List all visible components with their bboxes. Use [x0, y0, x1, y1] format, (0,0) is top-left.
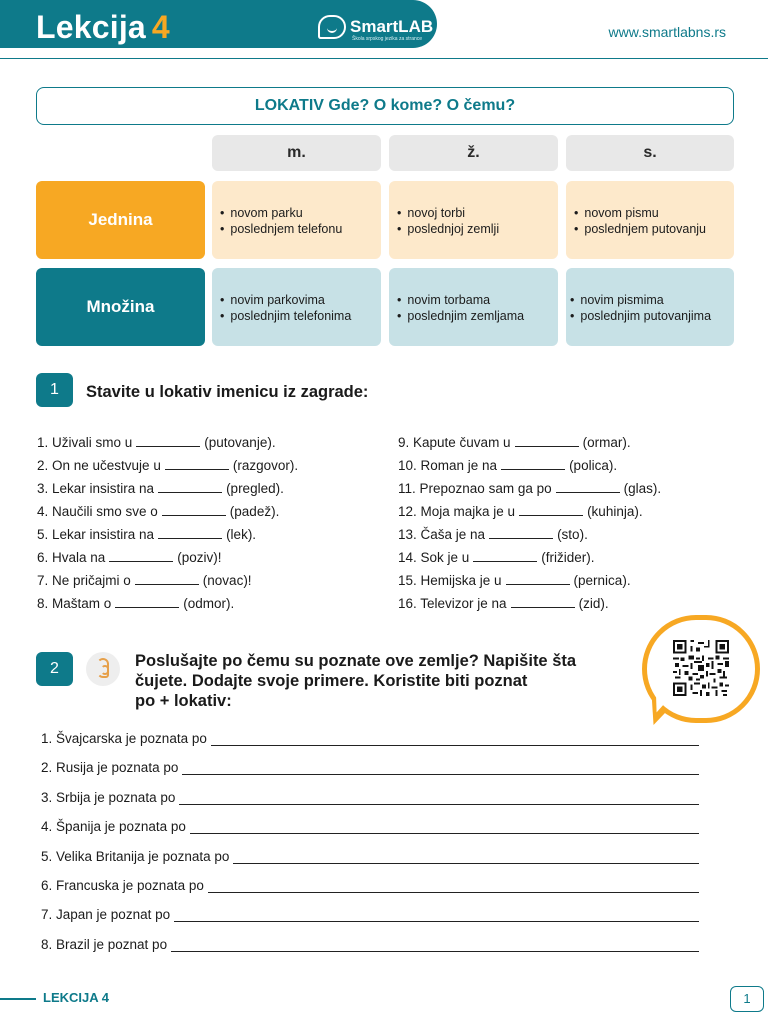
answer-line[interactable] [233, 854, 699, 864]
list-item: • poslednjoj zemlji [397, 221, 558, 237]
answer-line[interactable] [182, 765, 699, 775]
exercise-2-title [135, 651, 576, 711]
list-item: • novoj torbi [397, 205, 558, 221]
exercise-1-item [398, 435, 631, 453]
row-header-plural: Množina [36, 268, 205, 346]
exercise-2-item [41, 934, 699, 952]
answer-blank[interactable] [473, 550, 537, 562]
exercise-2-item [41, 787, 699, 805]
item-text: 7. Ne pričajmi o [37, 573, 131, 588]
item-hint: (odmor). [183, 596, 235, 611]
list-item: • novim torbama [397, 292, 558, 308]
exercise-2-item [41, 875, 699, 893]
answer-blank[interactable] [515, 435, 579, 447]
answer-blank[interactable] [135, 573, 199, 585]
logo-text: SmartLAB [350, 17, 434, 36]
answer-blank[interactable] [489, 527, 553, 539]
item-text: 10. Roman je na [398, 458, 498, 473]
item-hint: (polica). [569, 458, 618, 473]
column-header-feminine: ž. [389, 135, 558, 171]
item-hint: (glas). [623, 481, 662, 496]
list-item: • poslednjim telefonima [220, 308, 381, 324]
item-hint: (zid). [578, 596, 609, 611]
exercise-2-item [41, 904, 699, 922]
item-hint: (razgovor). [232, 458, 299, 473]
list-item: • novim parkovima [220, 292, 381, 308]
list-item: • novim pismima [570, 292, 734, 308]
item-text: 2. On ne učestvuje u [37, 458, 161, 473]
cell-singular-feminine [389, 181, 558, 259]
item-text: 1. Švajcarska je poznata po [41, 731, 207, 746]
listening-icon [86, 652, 120, 686]
item-text: 6. Francuska je poznata po [41, 878, 204, 893]
exercise-2-badge: 2 [36, 652, 73, 686]
answer-line[interactable] [208, 883, 699, 893]
item-text: 4. Naučili smo sve o [37, 504, 158, 519]
item-text: 7. Japan je poznat po [41, 907, 171, 923]
item-hint: (pregled). [226, 481, 284, 496]
exercise-2-item [41, 846, 699, 864]
item-text: 12. Moja majka je u [398, 504, 516, 519]
cell-plural-neuter [566, 268, 734, 346]
item-text: 16. Televizor je na [398, 596, 507, 611]
answer-blank[interactable] [115, 596, 179, 608]
exercise-1-item [37, 458, 298, 476]
answer-blank[interactable] [158, 527, 222, 539]
exercise-1-title: Stavite u lokativ imenicu iz zagrade: [86, 383, 369, 401]
item-text: 6. Hvala na [37, 550, 106, 565]
ear-icon [97, 658, 109, 678]
item-text: 3. Lekar insistira na [37, 481, 155, 496]
logo-tagline: Škola srpskog jezika za strance [352, 36, 423, 42]
item-hint: (novac)! [202, 573, 252, 588]
item-text: 14. Sok je u [398, 550, 470, 565]
page-header [0, 0, 768, 60]
item-text: 9. Kapute čuvam u [398, 435, 511, 450]
answer-line[interactable] [174, 912, 699, 922]
item-hint: (frižider). [541, 550, 595, 565]
column-header-neuter: s. [566, 135, 734, 171]
answer-line[interactable] [179, 795, 699, 805]
list-item: • poslednjim putovanjima [570, 308, 734, 324]
answer-blank[interactable] [109, 550, 173, 562]
header-divider [0, 58, 768, 59]
answer-line[interactable] [211, 736, 699, 746]
answer-blank[interactable] [162, 504, 226, 516]
exercise-1-badge: 1 [36, 373, 73, 407]
answer-blank[interactable] [136, 435, 200, 447]
lesson-title [36, 9, 170, 46]
item-text: 4. Španija je poznata po [41, 819, 186, 835]
exercise-1-item [37, 435, 276, 453]
exercise-1-item [37, 481, 284, 499]
cell-plural-masculine [212, 268, 381, 346]
item-hint: (sto). [557, 527, 588, 542]
exercise-1-item [398, 481, 661, 499]
exercise-2-item [41, 816, 699, 834]
answer-blank[interactable] [158, 481, 222, 493]
website-link[interactable]: www.smartlabns.rs [608, 24, 726, 40]
exercise-1-item [37, 596, 234, 614]
column-header-masculine: m. [212, 135, 381, 171]
item-text: 8. Brazil je poznat po [41, 936, 168, 952]
item-hint: (kuhinja). [587, 504, 643, 519]
list-item: • novom pismu [574, 205, 734, 221]
exercise-1-item [398, 596, 609, 614]
answer-blank[interactable] [506, 573, 570, 585]
answer-line[interactable] [171, 942, 699, 952]
cell-singular-masculine [212, 181, 381, 259]
exercise-2-title-line: čujete. Dodajte svoje primere. Koristite biti poznat [135, 672, 528, 690]
list-item: • poslednjem putovanju [574, 221, 734, 237]
answer-blank[interactable] [556, 481, 620, 493]
exercise-1-item [37, 527, 256, 545]
item-hint: (poziv)! [177, 550, 222, 565]
item-text: 13. Čaša je na [398, 527, 486, 542]
exercise-2-title-line: po + lokativ: [135, 692, 232, 710]
page-number: 1 [730, 986, 764, 1012]
exercise-1-item [37, 550, 222, 568]
item-hint: (padež). [229, 504, 280, 519]
lesson-number: 4 [151, 9, 170, 45]
exercise-1-item [398, 458, 617, 476]
exercise-1-item [37, 504, 279, 522]
smartlab-logo [318, 12, 433, 42]
footer-divider [0, 998, 36, 1000]
exercise-1-item [398, 527, 588, 545]
cell-singular-neuter [566, 181, 734, 259]
item-text: 5. Lekar insistira na [37, 527, 155, 542]
exercise-2-item [41, 728, 699, 746]
item-hint: (pernica). [573, 573, 631, 588]
row-header-singular: Jednina [36, 181, 205, 259]
item-hint: (ormar). [582, 435, 631, 450]
locative-table-title: LOKATIV Gde? O kome? O čemu? [36, 87, 734, 125]
exercise-2-item [41, 757, 699, 775]
list-item: • poslednjem telefonu [220, 221, 381, 237]
exercise-2-title-line: Poslušajte po čemu su poznate ove zemlje? Napišite šta [135, 652, 577, 670]
answer-blank[interactable] [501, 458, 565, 470]
exercise-1-item [398, 504, 643, 522]
speech-bubble-icon [318, 15, 346, 39]
item-hint: (putovanje). [204, 435, 276, 450]
item-text: 1. Uživali smo u [37, 435, 133, 450]
item-text: 11. Prepoznao sam ga po [398, 481, 552, 496]
item-hint: (lek). [226, 527, 257, 542]
answer-blank[interactable] [511, 596, 575, 608]
item-text: 2. Rusija je poznata po [41, 760, 179, 776]
list-item: • poslednjim zemljama [397, 308, 558, 324]
qr-code-icon[interactable] [672, 640, 730, 696]
footer-lesson-label: LEKCIJA 4 [43, 990, 109, 1005]
answer-blank[interactable] [519, 504, 583, 516]
exercise-1-item [37, 573, 252, 591]
item-text: 5. Velika Britanija je poznata po [41, 848, 230, 864]
lesson-word: Lekcija [36, 9, 146, 45]
exercise-1-item [398, 550, 595, 568]
answer-blank[interactable] [165, 458, 229, 470]
exercise-1-item [398, 573, 631, 591]
cell-plural-feminine [389, 268, 558, 346]
item-text: 8. Maštam o [37, 596, 112, 611]
answer-line[interactable] [190, 824, 699, 834]
list-item: • novom parku [220, 205, 381, 221]
item-text: 3. Srbija je poznata po [41, 789, 176, 805]
item-text: 15. Hemijska je u [398, 573, 502, 588]
